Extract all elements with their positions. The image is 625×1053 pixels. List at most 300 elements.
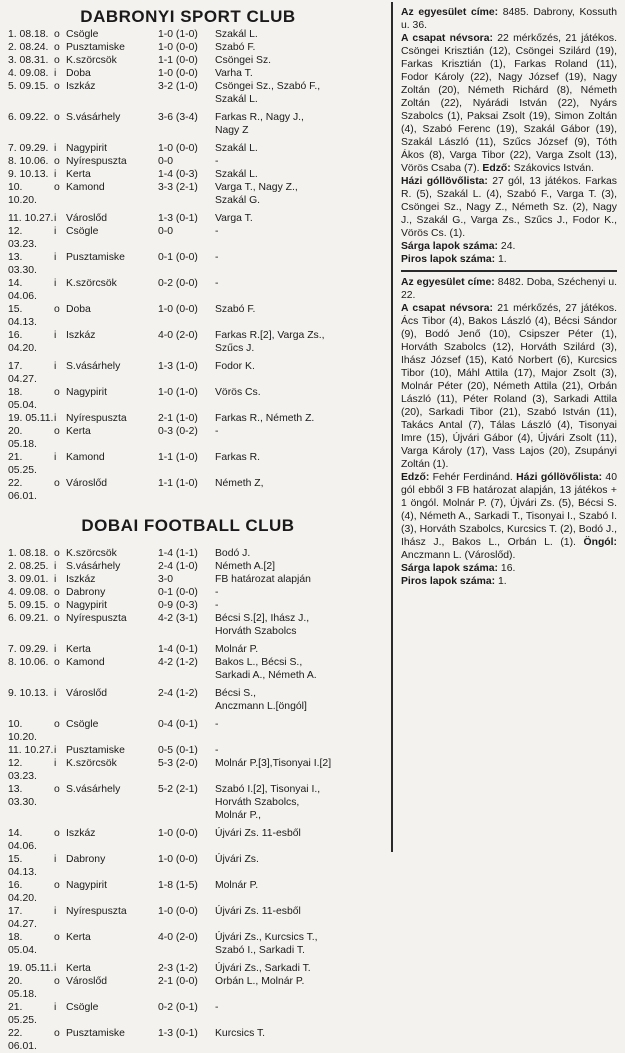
match-scorers	[215, 879, 386, 905]
match-opponent: Pusztamiske	[66, 252, 125, 263]
scorer-line: -	[215, 156, 219, 167]
scorer-line: Nagy Z	[215, 125, 249, 136]
match-opponent: Kerta	[66, 644, 91, 655]
match-number: 2. 08.25.	[8, 561, 49, 572]
scorer-line: Újvári Zs., Kurcsics T.,	[215, 932, 318, 943]
match-row	[8, 111, 386, 137]
match-scorers	[215, 54, 386, 67]
match-opponent: Városlőd	[66, 213, 108, 224]
match-opponent: K.szörcsök	[66, 278, 117, 289]
match-scorers	[215, 277, 386, 303]
match-row	[8, 1001, 386, 1027]
match-result: 1-0 (0-0)	[158, 828, 198, 839]
scorer-line: Újvári Zs.	[215, 854, 259, 865]
scorer-line: Bodó J.	[215, 548, 251, 559]
match-opponent: Nyírespuszta	[66, 906, 127, 917]
match-opponent: Dabrony	[66, 587, 106, 598]
match-result: 0-2 (0-1)	[158, 1002, 198, 1013]
match-scorers	[215, 573, 386, 586]
match-scorers	[215, 827, 386, 853]
match-opponent: Városlőd	[66, 976, 108, 987]
match-venue: o	[54, 719, 60, 730]
match-opponent: Nagypirit	[66, 387, 107, 398]
match-opponent: S.vásárhely	[66, 361, 121, 372]
match-venue: o	[54, 587, 60, 598]
match-venue: i	[54, 226, 57, 237]
match-venue: i	[54, 143, 57, 154]
match-result: 1-8 (1-5)	[158, 880, 198, 891]
scorer-line: Szakál L.	[215, 29, 258, 40]
match-row	[8, 168, 386, 181]
match-opponent: Városlőd	[66, 478, 108, 489]
match-scorers	[215, 560, 386, 573]
right-column	[401, 6, 617, 588]
match-opponent: Nyírespuszta	[66, 613, 127, 624]
match-scorers	[215, 212, 386, 225]
match-scorers	[215, 853, 386, 879]
match-number: 22. 06.01.	[8, 1028, 37, 1052]
match-opponent: Iszkáz	[66, 330, 96, 341]
match-opponent: Nyírespuszta	[66, 413, 127, 424]
match-venue: i	[54, 169, 57, 180]
dabronyi-scorers: Házi góllövőlista: 27 gól, 13 játékos. Farkas R. (5), Szakál L. (4), Szabó F., Varga T. (3), Csöngei Sz., Nagy Z., Németh Sz. (2), Nagy J., Szakál G., Varga Zs., Szűcs J., Fodor K., Vörös Cs. (1).	[401, 176, 617, 239]
match-opponent: Doba	[66, 68, 91, 79]
scorer-line: Szűcs J.	[215, 343, 255, 354]
match-scorers	[215, 656, 386, 682]
scorer-line: Szakál L.	[215, 94, 258, 105]
match-result: 3-6 (3-4)	[158, 112, 198, 123]
match-row	[8, 155, 386, 168]
match-number: 19. 05.11.	[8, 963, 54, 974]
scorer-line: Szabó I.[2], Tisonyai I.,	[215, 784, 321, 795]
match-row	[8, 853, 386, 879]
match-opponent: Iszkáz	[66, 828, 96, 839]
match-number: 12. 03.23.	[8, 758, 37, 782]
scorer-line: Sarkadi A., Németh A.	[215, 670, 317, 681]
match-scorers	[215, 360, 386, 386]
match-opponent: Kerta	[66, 963, 91, 974]
match-opponent: Dabrony	[66, 854, 106, 865]
dabronyi-title: DABRONYI SPORT CLUB	[80, 7, 296, 26]
match-venue: o	[54, 29, 60, 40]
match-number: 13. 03.30.	[8, 784, 37, 808]
match-row	[8, 827, 386, 853]
match-row	[8, 905, 386, 931]
match-opponent: K.szörcsök	[66, 548, 117, 559]
dabronyi-roster: A csapat névsora: 22 mérkőzés, 21 játékos. Csöngei Krisztián (12), Csöngei Szilárd (19), Farkas Krisztián (1), Farkas Roland (11), Fodor Károly (22), Nagy József (19), Nagy Zoltán (20), Németh Richárd (8), Németh Zoltán (22), Nyárádi István (22), Nyárs Szabolcs (1), Paksai Zsolt (19), Simon Zoltán (4), Szabó Ferenc (19), Szakál Gábor (19), Szakál László (11), Szűcs József (9), Tóth Ákos (8), Varga Tibor (22), Varga Zsolt (13), Vörös Csaba (7). Edző: Szákovics István.	[401, 33, 617, 174]
scorer-line: Molnár P.,	[215, 810, 262, 821]
match-row	[8, 1027, 386, 1053]
match-opponent: Csögle	[66, 29, 99, 40]
column-divider	[391, 2, 393, 852]
scorer-line: Bakos L., Bécsi S.,	[215, 657, 303, 668]
scorer-line: Németh Z,	[215, 478, 264, 489]
match-row	[8, 80, 386, 106]
match-venue: o	[54, 932, 60, 943]
match-opponent: Kamond	[66, 182, 105, 193]
match-opponent: S.vásárhely	[66, 112, 121, 123]
match-scorers	[215, 425, 386, 451]
match-number: 3. 08.31.	[8, 55, 49, 66]
scorer-line: Molnár P.	[215, 644, 259, 655]
match-scorers	[215, 386, 386, 412]
match-number: 17. 04.27.	[8, 906, 37, 930]
match-opponent: Pusztamiske	[66, 745, 125, 756]
match-venue: o	[54, 42, 60, 53]
match-scorers	[215, 142, 386, 155]
match-venue: i	[54, 252, 57, 263]
scorer-line: Bécsi S.[2], Ihász J.,	[215, 613, 310, 624]
match-scorers	[215, 225, 386, 251]
match-result: 1-1 (0-0)	[158, 55, 198, 66]
match-venue: o	[54, 548, 60, 559]
match-result: 1-0 (0-0)	[158, 42, 198, 53]
match-scorers	[215, 599, 386, 612]
match-row	[8, 28, 386, 41]
match-row	[8, 687, 386, 713]
scorer-line: -	[215, 226, 219, 237]
match-opponent: Kerta	[66, 426, 91, 437]
scorer-line: Csöngei Sz.	[215, 55, 272, 66]
match-number: 10. 10.20.	[8, 182, 37, 206]
match-result: 2-4 (1-0)	[158, 561, 198, 572]
match-scorers	[215, 931, 386, 957]
match-opponent: Iszkáz	[66, 574, 96, 585]
match-venue: i	[54, 278, 57, 289]
match-venue: i	[54, 574, 57, 585]
match-scorers	[215, 41, 386, 54]
match-number: 10. 10.20.	[8, 719, 37, 743]
dobai-yellow-cards: Sárga lapok száma: 16.	[401, 563, 516, 574]
match-number: 21. 05.25.	[8, 452, 37, 476]
match-scorers	[215, 155, 386, 168]
match-number: 8. 10.06.	[8, 657, 49, 668]
scorer-line: Molnár P.[3],Tisonyai I.[2]	[215, 758, 332, 769]
match-number: 18. 05.04.	[8, 932, 37, 956]
match-result: 1-1 (1-0)	[158, 452, 198, 463]
match-row	[8, 975, 386, 1001]
match-number: 14. 04.06.	[8, 828, 37, 852]
match-venue: i	[54, 413, 57, 424]
match-row	[8, 41, 386, 54]
dabronyi-red-cards: Piros lapok száma: 1.	[401, 254, 507, 265]
match-scorers	[215, 28, 386, 41]
scorer-line: Farkas R., Németh Z.	[215, 413, 315, 424]
match-scorers	[215, 80, 386, 106]
match-venue: i	[54, 854, 57, 865]
match-row	[8, 360, 386, 386]
match-row	[8, 225, 386, 251]
match-venue: o	[54, 657, 60, 668]
match-opponent: Doba	[66, 304, 91, 315]
dabronyi-match-list	[8, 28, 386, 503]
scorer-line: Farkas R.	[215, 452, 261, 463]
match-row	[8, 718, 386, 744]
match-number: 3. 09.01.	[8, 574, 49, 585]
match-venue: i	[54, 361, 57, 372]
match-opponent: Nagypirit	[66, 143, 107, 154]
match-venue: i	[54, 561, 57, 572]
match-scorers	[215, 303, 386, 329]
match-result: 4-2 (3-1)	[158, 613, 198, 624]
match-venue: o	[54, 784, 60, 795]
scorer-line: Szakál L.	[215, 143, 258, 154]
match-scorers	[215, 477, 386, 503]
match-number: 8. 10.06.	[8, 156, 49, 167]
match-venue: o	[54, 478, 60, 489]
match-number: 1. 08.18.	[8, 29, 49, 40]
match-venue: o	[54, 182, 60, 193]
match-venue: o	[54, 81, 60, 92]
match-number: 19. 05.11.	[8, 413, 54, 424]
match-scorers	[215, 612, 386, 638]
match-row	[8, 412, 386, 425]
dobai-address: Az egyesület címe: 8482. Doba, Széchenyi u. 22.	[401, 277, 617, 301]
match-number: 12. 03.23.	[8, 226, 37, 250]
match-row	[8, 251, 386, 277]
match-result: 0-1 (0-0)	[158, 587, 198, 598]
match-result: 4-0 (2-0)	[158, 330, 198, 341]
match-row	[8, 656, 386, 682]
match-opponent: Pusztamiske	[66, 1028, 125, 1039]
dabronyi-yellow-cards: Sárga lapok száma: 24.	[401, 241, 516, 252]
match-venue: o	[54, 976, 60, 987]
dabronyi-address: Az egyesület címe: 8485. Dabrony, Kossuth u. 36.	[401, 7, 617, 31]
scorer-line: Molnár P.	[215, 880, 259, 891]
match-number: 15. 04.13.	[8, 854, 37, 878]
match-opponent: Csögle	[66, 226, 99, 237]
match-opponent: Nagypirit	[66, 880, 107, 891]
match-scorers	[215, 962, 386, 975]
scorer-line: Szakál G.	[215, 195, 261, 206]
match-result: 1-4 (0-3)	[158, 169, 198, 180]
scorer-line: Orbán L., Molnár P.	[215, 976, 305, 987]
match-result: 1-4 (1-1)	[158, 548, 198, 559]
scorer-line: -	[215, 252, 219, 263]
match-opponent: S.vásárhely	[66, 561, 121, 572]
match-number: 16. 04.20.	[8, 880, 37, 904]
match-number: 21. 05.25.	[8, 1002, 37, 1026]
match-venue: i	[54, 745, 57, 756]
match-scorers	[215, 687, 386, 713]
scorer-line: Szabó F.	[215, 42, 256, 53]
scorer-line: Csöngei Sz., Szabó F.,	[215, 81, 321, 92]
match-number: 13. 03.30.	[8, 252, 37, 276]
match-number: 22. 06.01.	[8, 478, 37, 502]
match-opponent: Nagypirit	[66, 600, 107, 611]
scorer-line: Szabó F.	[215, 304, 256, 315]
match-scorers	[215, 783, 386, 822]
match-result: 2-3 (1-2)	[158, 963, 198, 974]
match-venue: i	[54, 68, 57, 79]
match-scorers	[215, 547, 386, 560]
match-result: 1-4 (0-1)	[158, 644, 198, 655]
match-number: 5. 09.15.	[8, 81, 49, 92]
match-scorers	[215, 451, 386, 477]
scorer-line: -	[215, 426, 219, 437]
match-result: 0-1 (0-0)	[158, 252, 198, 263]
match-venue: i	[54, 330, 57, 341]
match-opponent: Csögle	[66, 719, 99, 730]
match-venue: o	[54, 613, 60, 624]
match-number: 6. 09.22.	[8, 112, 49, 123]
match-result: 1-0 (0-0)	[158, 304, 198, 315]
match-venue: o	[54, 387, 60, 398]
match-row	[8, 612, 386, 638]
scorer-line: Kurcsics T.	[215, 1028, 266, 1039]
match-scorers	[215, 181, 386, 207]
match-result: 1-1 (1-0)	[158, 478, 198, 489]
match-row	[8, 573, 386, 586]
match-scorers	[215, 111, 386, 137]
match-opponent: Iszkáz	[66, 81, 96, 92]
match-row	[8, 599, 386, 612]
match-venue: i	[54, 644, 57, 655]
match-venue: i	[54, 758, 57, 769]
match-result: 1-0 (1-0)	[158, 387, 198, 398]
match-number: 4. 09.08.	[8, 68, 49, 79]
match-result: 4-0 (2-0)	[158, 932, 198, 943]
scorer-line: -	[215, 278, 219, 289]
match-scorers	[215, 643, 386, 656]
match-row	[8, 879, 386, 905]
match-result: 0-0	[158, 226, 174, 237]
match-row	[8, 586, 386, 599]
match-row	[8, 931, 386, 957]
match-venue: o	[54, 304, 60, 315]
match-scorers	[215, 757, 386, 783]
left-column	[8, 6, 386, 1053]
match-opponent: Kerta	[66, 932, 91, 943]
match-venue: i	[54, 1002, 57, 1013]
match-result: 1-3 (0-1)	[158, 1028, 198, 1039]
match-scorers	[215, 412, 386, 425]
match-venue: o	[54, 55, 60, 66]
match-row	[8, 329, 386, 355]
scorer-line: Vörös Cs.	[215, 387, 261, 398]
scorer-line: Újvári Zs. 11-esből	[215, 828, 301, 839]
scorer-line: Szakál L.	[215, 169, 258, 180]
match-row	[8, 962, 386, 975]
match-scorers	[215, 329, 386, 355]
match-opponent: K.szörcsök	[66, 758, 117, 769]
match-result: 3-2 (1-0)	[158, 81, 198, 92]
match-row	[8, 67, 386, 80]
match-venue: i	[54, 452, 57, 463]
match-result: 0-0	[158, 156, 174, 167]
match-opponent: Kerta	[66, 169, 91, 180]
match-number: 11. 10.27.	[8, 213, 54, 224]
match-result: 2-1 (1-0)	[158, 413, 198, 424]
match-number: 2. 08.24.	[8, 42, 49, 53]
match-scorers	[215, 975, 386, 1001]
match-number: 17. 04.27.	[8, 361, 37, 385]
scorer-line: Újvári Zs., Sarkadi T.	[215, 963, 311, 974]
match-result: 0-4 (0-1)	[158, 719, 198, 730]
match-result: 0-9 (0-3)	[158, 600, 198, 611]
match-number: 14. 04.06.	[8, 278, 37, 302]
dobai-info	[401, 276, 617, 588]
dobai-title: DOBAI FOOTBALL CLUB	[81, 516, 295, 535]
match-venue: o	[54, 828, 60, 839]
match-venue: i	[54, 213, 57, 224]
match-number: 15. 04.13.	[8, 304, 37, 328]
scorer-line: Horváth Szabolcs,	[215, 797, 300, 808]
match-row	[8, 783, 386, 822]
scorer-line: Varha T.	[215, 68, 253, 79]
dobai-roster: A csapat névsora: 21 mérkőzés, 27 játékos. Ács Tibor (4), Bakos László (4), Bécsi Sándor (9), Bodó Jenő (10), Csipszer Péter (1), Horváth Szabolcs (12), Horváth Szilárd (3), Ihász József (15), Kató Norbert (6), Kurcsics Tibor (10), Máhl Attila (17), Major Zsolt (3), Molnár Péter (20), Németh Attila (21), Orbán László (11), Péter Roland (3), Sarkadi Attila (20), Sarkadi Tibor (21), Szabó István (11), Takács Antal (7), Tálas László (4), Tisonyai Imre (15), Újvári Gábor (4), Újvári Zsolt (11), Varga Károly (17), Vass Lajos (20), Zsupányi Zoltán (1).	[401, 303, 617, 470]
match-result: 0-2 (0-0)	[158, 278, 198, 289]
match-opponent: Kamond	[66, 657, 105, 668]
scorer-line: Szabó I., Sarkadi T.	[215, 945, 305, 956]
match-result: 1-0 (0-0)	[158, 68, 198, 79]
match-scorers	[215, 251, 386, 277]
match-venue: o	[54, 1028, 60, 1039]
match-row	[8, 547, 386, 560]
match-result: 0-3 (0-2)	[158, 426, 198, 437]
match-row	[8, 303, 386, 329]
match-scorers	[215, 1001, 386, 1027]
match-opponent: Kamond	[66, 452, 105, 463]
match-venue: i	[54, 906, 57, 917]
scorer-line: Fodor K.	[215, 361, 255, 372]
match-venue: o	[54, 426, 60, 437]
match-result: 3-0	[158, 574, 174, 585]
match-result: 4-2 (1-2)	[158, 657, 198, 668]
scorer-line: Németh A.[2]	[215, 561, 276, 572]
match-scorers	[215, 718, 386, 744]
match-row	[8, 386, 386, 412]
match-scorers	[215, 67, 386, 80]
match-row	[8, 560, 386, 573]
match-row	[8, 744, 386, 757]
match-scorers	[215, 1027, 386, 1053]
scorer-line: Bécsi S.,	[215, 688, 256, 699]
match-scorers	[215, 744, 386, 757]
match-number: 7. 09.29.	[8, 644, 49, 655]
match-venue: o	[54, 600, 60, 611]
match-number: 20. 05.18.	[8, 426, 37, 450]
match-venue: o	[54, 112, 60, 123]
scorer-line: -	[215, 587, 219, 598]
match-result: 1-0 (0-0)	[158, 143, 198, 154]
match-result: 5-3 (2-0)	[158, 758, 198, 769]
match-row	[8, 757, 386, 783]
match-number: 5. 09.15.	[8, 600, 49, 611]
match-scorers	[215, 168, 386, 181]
match-opponent: Nyírespuszta	[66, 156, 127, 167]
match-number: 6. 09.21.	[8, 613, 49, 624]
match-scorers	[215, 905, 386, 931]
scorer-line: -	[215, 745, 219, 756]
match-number: 1. 08.18.	[8, 548, 49, 559]
scorer-line: Újvári Zs. 11-esből	[215, 906, 301, 917]
match-number: 4. 09.08.	[8, 587, 49, 598]
match-result: 1-3 (1-0)	[158, 361, 198, 372]
match-number: 9. 10.13.	[8, 169, 49, 180]
match-opponent: Városlőd	[66, 688, 108, 699]
match-row	[8, 212, 386, 225]
match-venue: o	[54, 880, 60, 891]
match-row	[8, 643, 386, 656]
match-venue: i	[54, 688, 57, 699]
match-row	[8, 181, 386, 207]
match-number: 9. 10.13.	[8, 688, 49, 699]
scorer-line: Anczmann L.[öngól]	[215, 701, 307, 712]
scorer-line: Varga T.	[215, 213, 253, 224]
match-opponent: K.szörcsök	[66, 55, 117, 66]
match-row	[8, 142, 386, 155]
